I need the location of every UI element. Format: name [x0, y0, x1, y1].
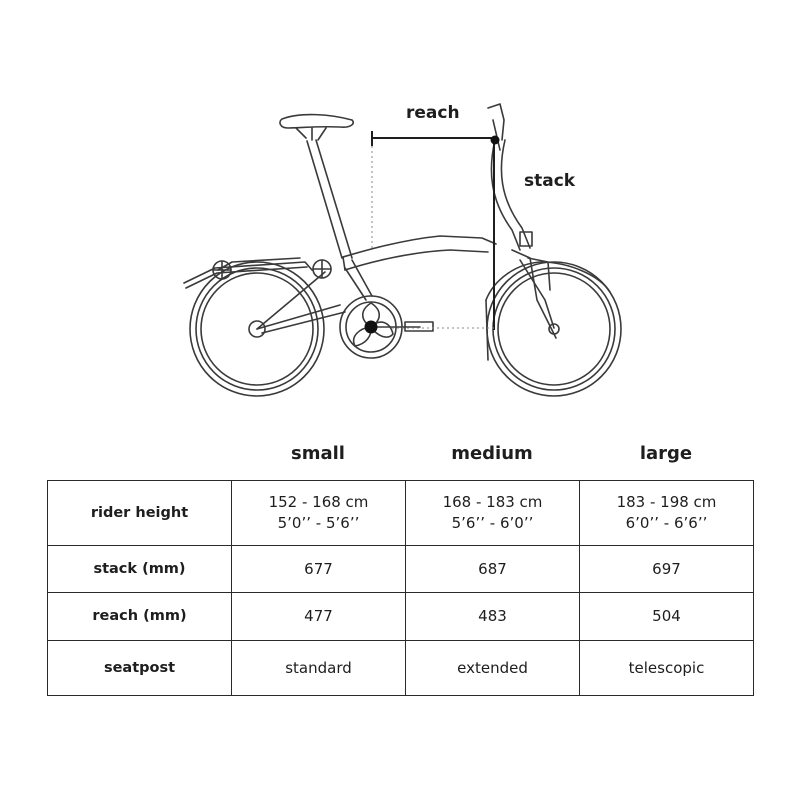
- row-label-rider-height: rider height: [48, 481, 232, 546]
- height-cm: 168 - 183 cm: [442, 493, 543, 511]
- height-cm: 183 - 198 cm: [616, 493, 717, 511]
- rider-height-medium: [406, 481, 580, 546]
- row-label-stack: stack (mm): [48, 546, 232, 593]
- row-label-seatpost: seatpost: [48, 641, 232, 696]
- height-ft: 6’0’’ - 6’6’’: [625, 514, 708, 532]
- size-chart-table: [47, 480, 754, 696]
- chainring: [340, 296, 433, 358]
- reach-large: 504: [580, 593, 754, 641]
- size-header-medium: medium: [451, 443, 533, 464]
- stack-small: 677: [232, 546, 406, 593]
- handlebar-reference-point: [491, 136, 500, 145]
- table-row: [48, 593, 754, 641]
- table-row: [48, 546, 754, 593]
- stack-large: 697: [580, 546, 754, 593]
- reach-medium: 483: [406, 593, 580, 641]
- row-label-reach: reach (mm): [48, 593, 232, 641]
- height-ft: 5’6’’ - 6’0’’: [451, 514, 534, 532]
- saddle: [280, 115, 353, 140]
- reach-dimension: [372, 131, 496, 248]
- reach-label: reach: [406, 103, 460, 123]
- size-header-small: small: [291, 443, 345, 464]
- size-header-large: large: [639, 443, 693, 464]
- bottom-bracket-point: [365, 321, 378, 334]
- seatpost-small: standard: [232, 641, 406, 696]
- rider-height-large: [580, 481, 754, 546]
- reach-small: 477: [232, 593, 406, 641]
- height-ft: 5’0’’ - 5’6’’: [277, 514, 360, 532]
- stack-label: stack: [524, 171, 576, 191]
- seatpost-large: telescopic: [580, 641, 754, 696]
- stack-medium: 687: [406, 546, 580, 593]
- hinge-wheel: [313, 260, 331, 278]
- table-row: [48, 641, 754, 696]
- stack-dimension: [392, 140, 494, 330]
- height-cm: 152 - 168 cm: [268, 493, 369, 511]
- seatpost-medium: extended: [406, 641, 580, 696]
- table-row: [48, 481, 754, 546]
- rider-height-small: [232, 481, 406, 546]
